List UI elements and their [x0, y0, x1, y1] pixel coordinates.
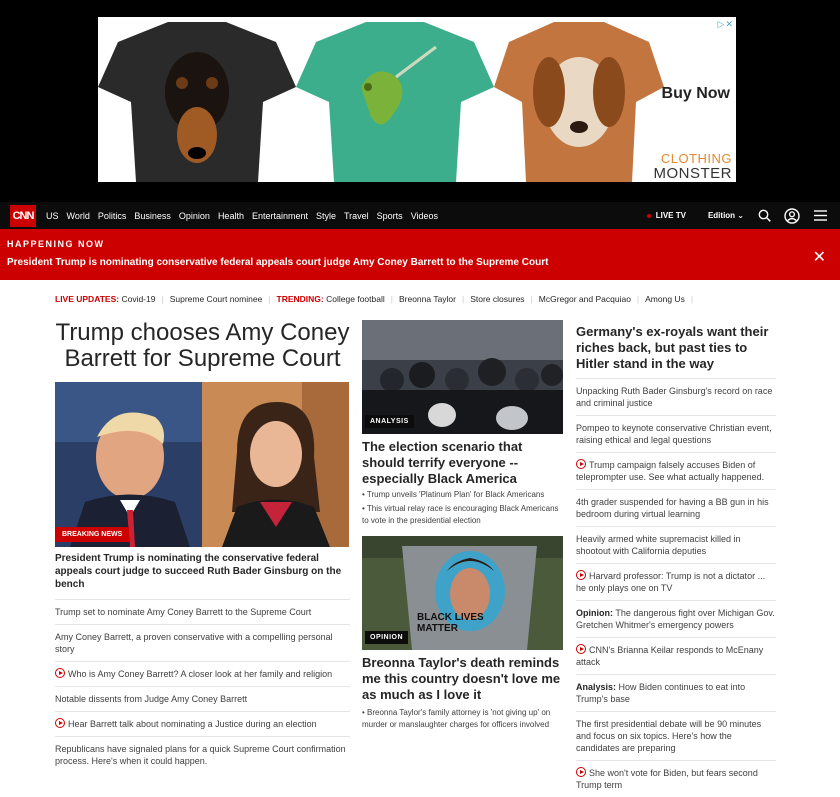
list-item[interactable]: She won't vote for Biden, but fears second Trump term	[576, 760, 776, 797]
trending-label: TRENDING:	[276, 294, 324, 304]
trump-photo	[55, 382, 202, 547]
list-item[interactable]: Opinion: The dangerous fight over Michigan Gov. Gretchen Whitmer's emergency powers	[576, 600, 776, 637]
list-item[interactable]: Amy Coney Barrett, a proven conservative with a compelling personal story	[55, 624, 350, 661]
nav-link-videos[interactable]: Videos	[410, 210, 439, 221]
mural-text: BLACK LIVES MATTER	[417, 612, 484, 634]
list-item[interactable]: Republicans have signaled plans for a quick Supreme Court confirmation process. Here's when it could happen.	[55, 736, 350, 773]
nav-links	[46, 211, 446, 221]
edition-label: Edition	[707, 211, 736, 220]
story1-headline[interactable]: The election scenario that should terrify everyone -- especially Black America	[362, 439, 523, 486]
topic-link[interactable]: Among Us	[645, 294, 685, 304]
nav-link-us[interactable]: US	[46, 210, 59, 221]
right-column	[576, 324, 776, 797]
list-item[interactable]: CNN's Brianna Keilar responds to McEnany attack	[576, 637, 776, 674]
ad-brand-line1: CLOTHING	[660, 151, 732, 166]
topic-link[interactable]: Covid-19	[121, 294, 156, 304]
topic-link[interactable]: Store closures	[470, 294, 525, 304]
happening-now-label: HAPPENING NOW	[7, 239, 105, 249]
dog-shirt-image	[494, 17, 664, 182]
nav-link-sports[interactable]: Sports	[376, 210, 403, 221]
video-play-icon	[576, 767, 586, 777]
close-icon[interactable]: ✕	[812, 249, 826, 266]
breaking-news-tag: BREAKING NEWS	[55, 527, 129, 542]
video-play-icon	[576, 459, 586, 469]
nav-link-style[interactable]: Style	[315, 210, 336, 221]
cnn-logo[interactable]: CNN	[10, 205, 36, 227]
nav-link-opinion[interactable]: Opinion	[178, 210, 210, 221]
search-icon[interactable]	[756, 208, 772, 224]
video-play-icon	[55, 668, 65, 678]
story1-bullet[interactable]: • Trump unveils 'Platinum Plan' for Black Americans	[362, 490, 545, 499]
chameleon-shirt-image	[296, 17, 494, 182]
main-story-column	[55, 320, 350, 773]
column3-headline[interactable]: Germany's ex-royals want their riches back, but past ties to Hitler stand in the way	[576, 324, 769, 371]
video-play-icon	[55, 718, 65, 728]
main-headline[interactable]: Trump chooses Amy Coney Barrett for Supreme Court	[55, 319, 350, 372]
mural-photo[interactable]	[362, 536, 563, 650]
list-item[interactable]: Trump campaign falsely accuses Biden of teleprompter use. See what actually happened.	[576, 452, 776, 489]
list-item[interactable]: Trump set to nominate Amy Coney Barrett to the Supreme Court	[55, 599, 350, 624]
story2-bullet[interactable]: • Breonna Taylor's family attorney is 'not giving up' on murder or manslaughter charges for officers involved	[362, 708, 551, 729]
topic-link[interactable]: Supreme Court nominee	[169, 294, 263, 304]
dachshund-shirt-image	[98, 17, 296, 182]
edition-selector[interactable]	[708, 211, 744, 220]
list-item[interactable]: 4th grader suspended for having a BB gun in his bedroom during virtual learning	[576, 489, 776, 526]
video-play-icon	[576, 570, 586, 580]
live-tv-link[interactable]: LIVE TV	[655, 211, 686, 220]
topic-link[interactable]: Breonna Taylor	[398, 294, 456, 304]
live-dot-icon	[647, 214, 651, 218]
nav-link-travel[interactable]: Travel	[344, 210, 369, 221]
list-item[interactable]: Harvard professor: Trump is not a dictator ... he only plays one on TV	[576, 563, 776, 600]
story2-headline[interactable]: Breonna Taylor's death reminds me this country doesn't love me as much as I love it	[362, 655, 561, 702]
chevron-down-icon: ⌄	[737, 211, 744, 220]
nav-link-politics[interactable]: Politics	[97, 210, 127, 221]
list-item[interactable]: Pompeo to keynote conservative Christian event, raising ethical and legal questions	[576, 415, 776, 452]
menu-icon[interactable]	[812, 208, 828, 224]
buy-now-button[interactable]: Buy Now	[661, 85, 730, 102]
list-item[interactable]: Heavily armed white supremacist killed in shootout with California deputies	[576, 526, 776, 563]
list-item[interactable]: Analysis: How Biden continues to eat into Trump's base	[576, 674, 776, 711]
story1-bullet[interactable]: • This virtual relay race is encouraging Black Americans to vote in the presidential election	[362, 504, 559, 525]
nav-link-business[interactable]: Business	[134, 210, 171, 221]
barrett-photo	[202, 382, 349, 547]
nav-right	[647, 208, 840, 224]
account-icon[interactable]	[784, 208, 800, 224]
main-lead[interactable]: President Trump is nominating the conservative federal appeals court judge to succeed Ruth Bader Ginsburg on the bench	[55, 553, 342, 590]
video-play-icon	[576, 644, 586, 654]
ad-area	[0, 0, 840, 202]
main-story-image[interactable]	[55, 382, 349, 547]
topic-link[interactable]: McGregor and Pacquiao	[538, 294, 631, 304]
topics-bar: LIVE UPDATES: Covid-19 | Supreme Court nominee | TRENDING: College football | Breonna Taylor | Store closures | McGregor and Pacquiao | Among Us |	[55, 294, 694, 304]
opinion-tag: OPINION	[365, 631, 408, 644]
ad-choices-icon[interactable]: ▷✕	[717, 19, 734, 29]
live-updates-label: LIVE UPDATES:	[55, 294, 120, 304]
ad-brand-line2: MONSTER	[653, 165, 732, 182]
nav-link-entertainment[interactable]: Entertainment	[251, 210, 308, 221]
list-item[interactable]: Unpacking Ruth Bader Ginsburg's record on race and criminal justice	[576, 378, 776, 415]
middle-column	[362, 320, 563, 731]
topic-link[interactable]: College football	[326, 294, 385, 304]
breaking-news-banner[interactable]	[0, 229, 840, 280]
top-navigation	[0, 202, 840, 229]
list-item[interactable]: Who is Amy Coney Barrett? A closer look at her family and religion	[55, 661, 350, 686]
nav-link-world[interactable]: World	[66, 210, 90, 221]
advertisement-banner[interactable]	[98, 17, 736, 182]
list-item[interactable]: Notable dissents from Judge Amy Coney Barrett	[55, 686, 350, 711]
nav-link-health[interactable]: Health	[217, 210, 244, 221]
analysis-tag: ANALYSIS	[365, 415, 414, 428]
breaking-headline[interactable]: President Trump is nominating conservative federal appeals court judge Amy Coney Barrett to the Supreme Court	[7, 257, 549, 268]
list-item[interactable]: The first presidential debate will be 90 minutes and focus on six topics. Here's how the candidates are preparing	[576, 711, 776, 760]
protest-photo[interactable]	[362, 320, 563, 434]
list-item[interactable]: Hear Barrett talk about nominating a Justice during an election	[55, 711, 350, 736]
